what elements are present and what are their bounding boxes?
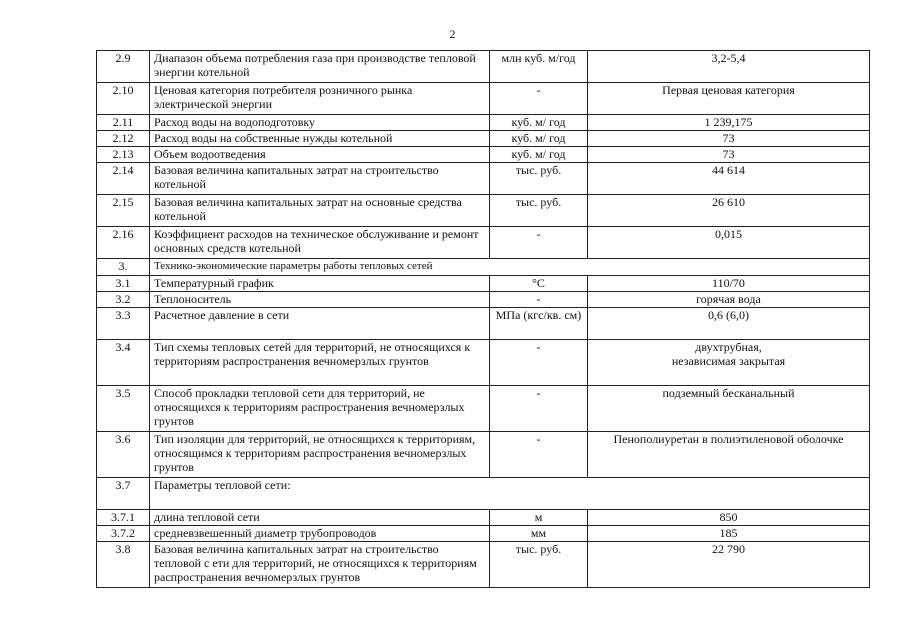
- row-number: 2.15: [97, 195, 150, 227]
- parameter-name: Объем водоотведения: [150, 147, 490, 163]
- row-number: 3.1: [97, 276, 150, 292]
- unit: куб. м/ год: [490, 147, 588, 163]
- row-number: 3.7.2: [97, 526, 150, 542]
- parameter-name: Диапазон объема потребления газа при производстве тепловой энергии котельной: [150, 51, 490, 83]
- value: 185: [588, 526, 870, 542]
- value: 73: [588, 147, 870, 163]
- unit: -: [490, 227, 588, 259]
- unit: МПа (кгс/кв. см): [490, 308, 588, 340]
- row-number: 3.8: [97, 542, 150, 588]
- unit: куб. м/ год: [490, 131, 588, 147]
- unit: м: [490, 510, 588, 526]
- value: 1 239,175: [588, 115, 870, 131]
- section-row: [97, 259, 870, 276]
- table-row: [97, 227, 870, 259]
- parameter-name: длина тепловой сети: [150, 510, 490, 526]
- section-row: [97, 478, 870, 510]
- parameter-name: Базовая величина капитальных затрат на основные средства котельной: [150, 195, 490, 227]
- value: 850: [588, 510, 870, 526]
- page-number: 2: [449, 27, 456, 41]
- value: 22 790: [588, 542, 870, 588]
- parameter-name: Ценовая категория потребителя розничного рынка электрической энергии: [150, 83, 490, 115]
- parameter-name: Расход воды на водоподготовку: [150, 115, 490, 131]
- row-number: 2.14: [97, 163, 150, 195]
- unit: -: [490, 386, 588, 432]
- table-row: [97, 195, 870, 227]
- unit: -: [490, 340, 588, 386]
- value: Пенополиуретан в полиэтиленовой оболочке: [588, 432, 870, 478]
- unit: -: [490, 292, 588, 308]
- table-row: [97, 276, 870, 292]
- table-row: [97, 147, 870, 163]
- table-row: [97, 308, 870, 340]
- value: 44 614: [588, 163, 870, 195]
- parameter-name: Расчетное давление в сети: [150, 308, 490, 340]
- parameters-table: [96, 50, 870, 588]
- table-row: [97, 131, 870, 147]
- parameter-name: Базовая величина капитальных затрат на строительство котельной: [150, 163, 490, 195]
- value: 73: [588, 131, 870, 147]
- table-row: [97, 510, 870, 526]
- row-number: 3.2: [97, 292, 150, 308]
- section-number: 3.: [97, 259, 150, 276]
- parameter-name: Тип схемы тепловых сетей для территорий, не относящихся к территориям распространения вечномерзлых грунтов: [150, 340, 490, 386]
- table-row: [97, 115, 870, 131]
- unit: -: [490, 83, 588, 115]
- unit: °С: [490, 276, 588, 292]
- value: Первая ценовая категория: [588, 83, 870, 115]
- value: 110/70: [588, 276, 870, 292]
- unit: тыс. руб.: [490, 542, 588, 588]
- table-row: [97, 340, 870, 386]
- table-row: [97, 163, 870, 195]
- value: 3,2-5,4: [588, 51, 870, 83]
- value: горячая вода: [588, 292, 870, 308]
- unit: мм: [490, 526, 588, 542]
- unit: тыс. руб.: [490, 163, 588, 195]
- unit: тыс. руб.: [490, 195, 588, 227]
- unit: куб. м/ год: [490, 115, 588, 131]
- row-number: 3.3: [97, 308, 150, 340]
- parameter-name: Базовая величина капитальных затрат на строительство тепловой с ети для территорий, не относящихся к территориям распространения вечномерзлых грунтов: [150, 542, 490, 588]
- unit: -: [490, 432, 588, 478]
- section-title: Технико-экономические параметры работы тепловых сетей: [150, 259, 870, 276]
- parameter-name: средневзвешенный диаметр трубопроводов: [150, 526, 490, 542]
- row-number: 2.16: [97, 227, 150, 259]
- row-number: 2.11: [97, 115, 150, 131]
- value: [588, 340, 870, 386]
- table-row: [97, 526, 870, 542]
- row-number: 2.10: [97, 83, 150, 115]
- section-number: 3.7: [97, 478, 150, 510]
- row-number: 2.13: [97, 147, 150, 163]
- row-number: 3.7.1: [97, 510, 150, 526]
- value: 26 610: [588, 195, 870, 227]
- row-number: 3.6: [97, 432, 150, 478]
- section-title: Параметры тепловой сети:: [150, 478, 870, 510]
- parameter-name: Способ прокладки тепловой сети для территорий, не относящихся к территориям распространения вечномерзлых грунтов: [150, 386, 490, 432]
- value-line: двухтрубная,: [695, 340, 762, 354]
- row-number: 3.4: [97, 340, 150, 386]
- table-row: [97, 542, 870, 588]
- value: 0,015: [588, 227, 870, 259]
- table-row: [97, 386, 870, 432]
- table-row: [97, 51, 870, 83]
- parameter-name: Теплоноситель: [150, 292, 490, 308]
- row-number: 2.9: [97, 51, 150, 83]
- value: подземный бесканальный: [588, 386, 870, 432]
- table-row: [97, 432, 870, 478]
- value-line: независимая закрытая: [671, 354, 786, 368]
- row-number: 2.12: [97, 131, 150, 147]
- parameter-name: Расход воды на собственные нужды котельной: [150, 131, 490, 147]
- row-number: 3.5: [97, 386, 150, 432]
- parameter-name: Температурный график: [150, 276, 490, 292]
- unit: млн куб. м/год: [490, 51, 588, 83]
- table-row: [97, 83, 870, 115]
- value: 0,6 (6,0): [588, 308, 870, 340]
- parameter-name: Тип изоляции для территорий, не относящихся к территориям, относящимся к территориям распространения вечномерзлых грунтов: [150, 432, 490, 478]
- parameter-name: Коэффициент расходов на техническое обслуживание и ремонт основных средств котельной: [150, 227, 490, 259]
- table-row: [97, 292, 870, 308]
